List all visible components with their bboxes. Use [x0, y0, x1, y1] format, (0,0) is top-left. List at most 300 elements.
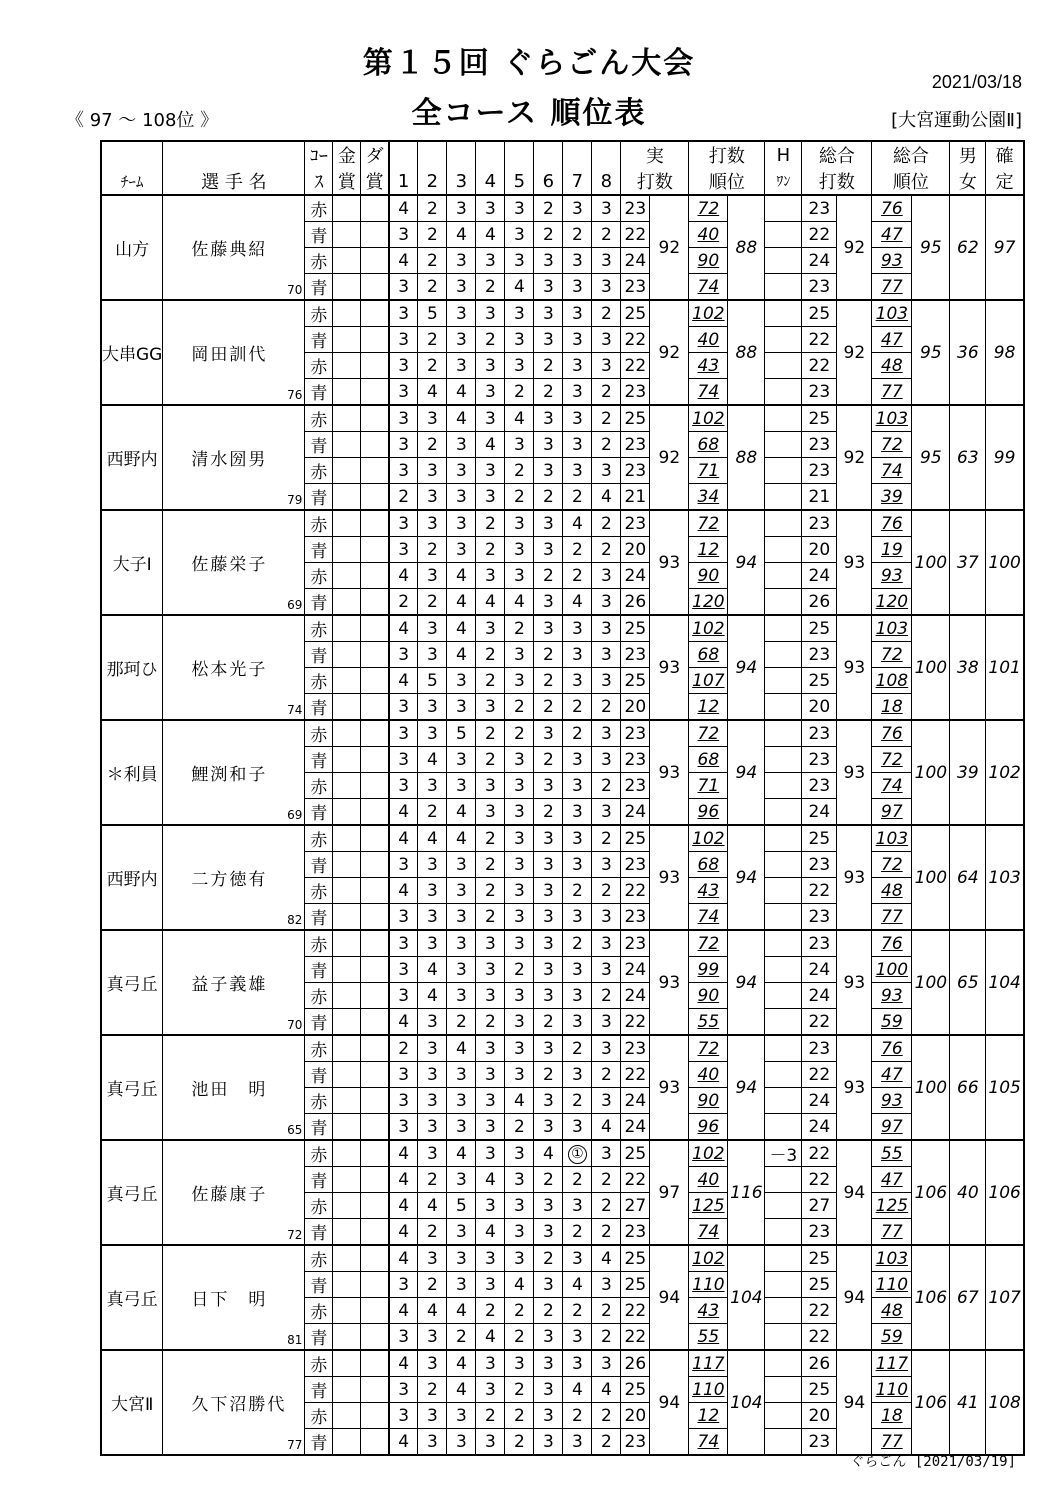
- header-trank-bot: 順位: [872, 168, 950, 195]
- cumulative-cell: 72: [689, 720, 728, 747]
- hole-score-cell: 3: [505, 300, 534, 327]
- hole-score-cell: 3: [447, 274, 476, 301]
- table-row: [101, 720, 1024, 747]
- header-h-top: H: [765, 141, 802, 168]
- hole-score-cell: 3: [563, 274, 592, 301]
- hole-score-cell: 3: [534, 773, 563, 799]
- hole-score-cell: 2: [563, 1035, 592, 1062]
- total-cumulative-cell: 97: [872, 1114, 912, 1141]
- hole-score-cell: 3: [505, 1350, 534, 1377]
- cumulative-cell: 68: [689, 432, 728, 458]
- hole-score-cell: 3: [534, 1403, 563, 1429]
- hole-score-cell: 3: [592, 1350, 621, 1377]
- hole-score-cell: 3: [563, 1245, 592, 1272]
- gender-rank: 64: [950, 825, 986, 930]
- total-cumulative-cell: 47: [872, 1167, 912, 1193]
- hole-score-cell: 4: [418, 747, 447, 773]
- total-cumulative-cell: 72: [872, 747, 912, 773]
- round-sum-cell: 24: [621, 563, 650, 589]
- hole-score-cell: 3: [505, 563, 534, 589]
- hole-score-cell: 5: [447, 720, 476, 747]
- hole-score-cell: 3: [389, 852, 418, 878]
- cumulative-cell: 72: [689, 510, 728, 537]
- hole-score-cell: 3: [534, 248, 563, 274]
- hole-score-cell: 4: [447, 563, 476, 589]
- total-sum-cell: 25: [802, 615, 837, 642]
- hole-score-cell: 3: [447, 1429, 476, 1456]
- hole-score-cell: 3: [505, 852, 534, 878]
- gold-prize-cell: [333, 1298, 361, 1324]
- page-subtitle: 全コース 順位表: [411, 96, 647, 131]
- total-cumulative-cell: 93: [872, 983, 912, 1009]
- total-strokes: 93: [837, 930, 872, 1035]
- table-row: [101, 1245, 1024, 1272]
- total-sum-cell: 24: [802, 248, 837, 274]
- hole-score-cell: 3: [447, 747, 476, 773]
- hole-in-one-cell: [765, 484, 802, 511]
- hole-score-cell: 5: [418, 668, 447, 694]
- gender-rank: 67: [950, 1245, 986, 1350]
- hole-score-cell: 2: [418, 799, 447, 826]
- da-prize-cell: [361, 537, 389, 563]
- cumulative-cell: 102: [689, 405, 728, 432]
- total-cumulative-cell: 117: [872, 1350, 912, 1377]
- hole-in-one-cell: [765, 1350, 802, 1377]
- actual-strokes: 93: [650, 510, 689, 615]
- gold-prize-cell: [333, 353, 361, 379]
- final-rank: 105: [986, 1035, 1024, 1140]
- cumulative-cell: 68: [689, 852, 728, 878]
- total-sum-cell: 25: [802, 405, 837, 432]
- gold-prize-cell: [333, 668, 361, 694]
- hole-score-cell: 3: [476, 1035, 505, 1062]
- gold-prize-cell: [333, 379, 361, 406]
- total-cumulative-cell: 110: [872, 1272, 912, 1298]
- da-prize-cell: [361, 458, 389, 484]
- header-strokes-top: 打数: [689, 141, 765, 168]
- hole-score-cell: 3: [447, 904, 476, 931]
- player-age: 70: [287, 1018, 303, 1032]
- da-prize-cell: [361, 1377, 389, 1403]
- header-hole: [563, 141, 592, 168]
- hole-score-cell: 3: [389, 642, 418, 668]
- hole-score-cell: 3: [389, 983, 418, 1009]
- total-rank: 95: [912, 300, 950, 405]
- cumulative-cell: 71: [689, 458, 728, 484]
- hole-in-one-cell: [765, 537, 802, 563]
- round-sum-cell: 23: [621, 510, 650, 537]
- hole-score-cell: 3: [592, 904, 621, 931]
- total-sum-cell: 23: [802, 720, 837, 747]
- header-hole-4: 4: [476, 168, 505, 195]
- cumulative-cell: 40: [689, 222, 728, 248]
- round-sum-cell: 24: [621, 957, 650, 983]
- hole-score-cell: 3: [447, 432, 476, 458]
- header-course-bot: ｽ: [305, 168, 333, 195]
- course-cell: 赤: [305, 983, 333, 1009]
- round-sum-cell: 21: [621, 484, 650, 511]
- hole-in-one-cell: [765, 668, 802, 694]
- hole-score-cell: 3: [447, 878, 476, 904]
- gold-prize-cell: [333, 300, 361, 327]
- hole-score-cell: 3: [505, 248, 534, 274]
- hole-score-cell: 3: [592, 458, 621, 484]
- hole-score-cell: 3: [418, 852, 447, 878]
- course-cell: 青: [305, 1219, 333, 1246]
- hole-score-cell: 3: [476, 484, 505, 511]
- stroke-rank: 94: [728, 1035, 765, 1140]
- hole-score-cell: 2: [534, 799, 563, 826]
- total-strokes: 92: [837, 405, 872, 510]
- hole-score-cell: 2: [476, 274, 505, 301]
- hole-score-cell: 2: [418, 274, 447, 301]
- hole-score-cell: 3: [418, 1114, 447, 1141]
- hole-score-cell: 4: [389, 1167, 418, 1193]
- gender-rank: 36: [950, 300, 986, 405]
- hole-score-cell: 3: [563, 904, 592, 931]
- hole-in-one-cell: [765, 195, 802, 222]
- hole-score-cell: 4: [389, 1219, 418, 1246]
- total-sum-cell: 26: [802, 1350, 837, 1377]
- gold-prize-cell: [333, 484, 361, 511]
- total-sum-cell: 26: [802, 589, 837, 616]
- header-actual-bot: 打数: [621, 168, 689, 195]
- hole-in-one-cell: [765, 1167, 802, 1193]
- hole-score-cell: 2: [505, 379, 534, 406]
- cumulative-cell: 117: [689, 1350, 728, 1377]
- total-cumulative-cell: 76: [872, 930, 912, 957]
- cumulative-cell: 74: [689, 274, 728, 301]
- header-final-top: 確: [986, 141, 1024, 168]
- results-body: [101, 195, 1024, 1455]
- total-cumulative-cell: 93: [872, 1088, 912, 1114]
- round-sum-cell: 23: [621, 642, 650, 668]
- hole-score-cell: 3: [505, 1009, 534, 1036]
- hole-score-cell: 3: [534, 274, 563, 301]
- course-cell: 赤: [305, 405, 333, 432]
- hole-score-cell: 2: [476, 537, 505, 563]
- hole-in-one-cell: [765, 825, 802, 852]
- hole-score-cell: 4: [389, 1298, 418, 1324]
- total-cumulative-cell: 125: [872, 1193, 912, 1219]
- total-cumulative-cell: 120: [872, 589, 912, 616]
- total-sum-cell: 24: [802, 799, 837, 826]
- cumulative-cell: 68: [689, 642, 728, 668]
- total-sum-cell: 22: [802, 353, 837, 379]
- hole-score-cell: 3: [563, 747, 592, 773]
- course-cell: 青: [305, 747, 333, 773]
- hole-score-cell: 3: [447, 1403, 476, 1429]
- actual-strokes: 94: [650, 1350, 689, 1455]
- gold-prize-cell: [333, 222, 361, 248]
- hole-score-cell: 2: [505, 720, 534, 747]
- hole-score-cell: 4: [563, 510, 592, 537]
- round-sum-cell: 23: [621, 747, 650, 773]
- da-prize-cell: [361, 1219, 389, 1246]
- da-prize-cell: [361, 274, 389, 301]
- hole-score-cell: 3: [534, 1035, 563, 1062]
- cumulative-cell: 68: [689, 747, 728, 773]
- player-name: [163, 1140, 305, 1245]
- hole-score-cell: 2: [534, 1245, 563, 1272]
- hole-score-cell: 2: [592, 222, 621, 248]
- player-name-text: 鯉渕和子: [191, 765, 268, 785]
- header-team-top: [101, 141, 163, 168]
- hole-score-cell: 3: [389, 747, 418, 773]
- gender-rank: 37: [950, 510, 986, 615]
- hole-score-cell: 2: [534, 484, 563, 511]
- page-title: 第１５回 ぐらごん大会: [362, 46, 696, 81]
- da-prize-cell: [361, 615, 389, 642]
- hole-score-cell: 3: [505, 1193, 534, 1219]
- cumulative-cell: 102: [689, 1140, 728, 1167]
- gold-prize-cell: [333, 930, 361, 957]
- total-sum-cell: 23: [802, 852, 837, 878]
- gold-prize-cell: [333, 773, 361, 799]
- total-cumulative-cell: 76: [872, 195, 912, 222]
- hole-score-cell: 4: [476, 222, 505, 248]
- total-sum-cell: 22: [802, 1324, 837, 1351]
- da-prize-cell: [361, 1009, 389, 1036]
- hole-score-cell: 3: [505, 747, 534, 773]
- actual-strokes: 92: [650, 300, 689, 405]
- hole-score-cell: 3: [592, 563, 621, 589]
- hole-score-cell: 4: [447, 1035, 476, 1062]
- cumulative-cell: 40: [689, 1062, 728, 1088]
- hole-score-cell: 2: [505, 1377, 534, 1403]
- course-cell: 赤: [305, 1403, 333, 1429]
- hole-score-cell: 3: [389, 694, 418, 721]
- hole-score-cell: 4: [389, 1429, 418, 1456]
- hole-score-cell: 3: [418, 484, 447, 511]
- total-cumulative-cell: 77: [872, 1429, 912, 1456]
- final-rank: 107: [986, 1245, 1024, 1350]
- header-hole-8: 8: [592, 168, 621, 195]
- course-cell: 赤: [305, 353, 333, 379]
- hole-score-cell: 3: [418, 1324, 447, 1351]
- hole-score-cell: 3: [505, 878, 534, 904]
- hole-in-one-cell: [765, 957, 802, 983]
- da-prize-cell: [361, 747, 389, 773]
- hole-score-cell: 2: [592, 432, 621, 458]
- hole-in-one-cell: [765, 274, 802, 301]
- da-prize-cell: [361, 642, 389, 668]
- hole-score-cell: 3: [505, 1140, 534, 1167]
- hole-score-cell: 2: [447, 1009, 476, 1036]
- da-prize-cell: [361, 379, 389, 406]
- table-row: [101, 405, 1024, 432]
- hole-score-cell: 3: [418, 1009, 447, 1036]
- cumulative-cell: 71: [689, 773, 728, 799]
- player-age: 70: [287, 283, 303, 297]
- round-sum-cell: 20: [621, 1403, 650, 1429]
- cumulative-cell: 43: [689, 878, 728, 904]
- header-hole: [505, 141, 534, 168]
- header-total-bot: 打数: [802, 168, 872, 195]
- player-name-text: 清水圀男: [191, 450, 268, 470]
- header-hole-2: 2: [418, 168, 447, 195]
- total-strokes: 93: [837, 825, 872, 930]
- hole-score-cell: 2: [418, 1167, 447, 1193]
- gender-rank: 39: [950, 720, 986, 825]
- round-sum-cell: 25: [621, 1272, 650, 1298]
- hole-score-cell: 3: [476, 983, 505, 1009]
- hole-score-cell: 3: [418, 1140, 447, 1167]
- hole-score-cell: 2: [534, 195, 563, 222]
- total-sum-cell: 22: [802, 327, 837, 353]
- header-hole: [534, 141, 563, 168]
- actual-strokes: 97: [650, 1140, 689, 1245]
- round-sum-cell: 23: [621, 904, 650, 931]
- hole-score-cell: 2: [476, 642, 505, 668]
- da-prize-cell: [361, 405, 389, 432]
- total-cumulative-cell: 72: [872, 852, 912, 878]
- header-gender-bot: 女: [950, 168, 986, 195]
- hole-score-cell: 4: [447, 1350, 476, 1377]
- hole-score-cell: 2: [418, 432, 447, 458]
- total-cumulative-cell: 74: [872, 773, 912, 799]
- hole-score-cell: 3: [389, 379, 418, 406]
- hole-score-cell: 2: [563, 720, 592, 747]
- hole-score-cell: 4: [563, 589, 592, 616]
- total-cumulative-cell: 76: [872, 510, 912, 537]
- gold-prize-cell: [333, 1140, 361, 1167]
- hole-in-one-cell: [765, 379, 802, 406]
- hole-in-one-cell: [765, 248, 802, 274]
- round-sum-cell: 22: [621, 1062, 650, 1088]
- cumulative-cell: 74: [689, 379, 728, 406]
- hole-score-cell: 2: [476, 852, 505, 878]
- hole-score-cell: 2: [418, 353, 447, 379]
- hole-score-cell: 3: [592, 248, 621, 274]
- hole-score-cell: 2: [592, 1429, 621, 1456]
- course-cell: 赤: [305, 510, 333, 537]
- hole-score-cell: 5: [447, 1193, 476, 1219]
- total-strokes: 92: [837, 195, 872, 300]
- hole-score-cell: 4: [447, 1377, 476, 1403]
- hole-score-cell: 3: [592, 720, 621, 747]
- hole-score-cell: 3: [505, 642, 534, 668]
- hole-score-cell: 3: [592, 327, 621, 353]
- da-prize-cell: [361, 1272, 389, 1298]
- team-name: 真弓丘: [101, 930, 163, 1035]
- footer-note: ぐらごん [2021/03/19]: [850, 1454, 1016, 1470]
- hole-in-one-cell: [765, 1403, 802, 1429]
- total-cumulative-cell: 103: [872, 1245, 912, 1272]
- hole-score-cell: 2: [534, 1167, 563, 1193]
- total-sum-cell: 25: [802, 1245, 837, 1272]
- course-cell: 青: [305, 1167, 333, 1193]
- player-age: 72: [287, 1228, 303, 1242]
- player-name: [163, 1035, 305, 1140]
- round-sum-cell: 23: [621, 379, 650, 406]
- total-sum-cell: 25: [802, 1272, 837, 1298]
- hole-in-one-cell: [765, 878, 802, 904]
- hole-score-cell: 3: [505, 1167, 534, 1193]
- hole-in-one-cell: [765, 589, 802, 616]
- total-sum-cell: 23: [802, 930, 837, 957]
- hole-score-cell: 3: [534, 1219, 563, 1246]
- gold-prize-cell: [333, 1429, 361, 1456]
- total-sum-cell: 20: [802, 537, 837, 563]
- hole-score-cell: [563, 1140, 592, 1167]
- hole-score-cell: 3: [592, 668, 621, 694]
- hole-score-cell: 2: [505, 484, 534, 511]
- player-name-text: 二方徳有: [191, 870, 268, 890]
- final-rank: 100: [986, 510, 1024, 615]
- hole-score-cell: 3: [505, 773, 534, 799]
- total-strokes: 93: [837, 1035, 872, 1140]
- player-name-text: 日下 明: [191, 1290, 268, 1310]
- hole-score-cell: 3: [447, 1219, 476, 1246]
- course-cell: 赤: [305, 930, 333, 957]
- hole-score-cell: 3: [534, 405, 563, 432]
- team-name: 真弓丘: [101, 1245, 163, 1350]
- hole-score-cell: 3: [447, 1245, 476, 1272]
- hole-score-cell: 3: [447, 1114, 476, 1141]
- total-cumulative-cell: 103: [872, 405, 912, 432]
- hole-score-cell: 2: [476, 825, 505, 852]
- hole-score-cell: 3: [534, 825, 563, 852]
- hole-score-cell: 3: [534, 1088, 563, 1114]
- hole-score-cell: 3: [505, 353, 534, 379]
- total-sum-cell: 22: [802, 1298, 837, 1324]
- total-sum-cell: 22: [802, 1140, 837, 1167]
- hole-score-cell: 3: [418, 1403, 447, 1429]
- total-sum-cell: 25: [802, 668, 837, 694]
- hole-in-one-cell: [765, 353, 802, 379]
- course-cell: 青: [305, 484, 333, 511]
- cumulative-cell: 12: [689, 537, 728, 563]
- course-cell: 青: [305, 852, 333, 878]
- hole-score-cell: 2: [389, 1035, 418, 1062]
- round-sum-cell: 23: [621, 930, 650, 957]
- hole-score-cell: 2: [534, 353, 563, 379]
- total-rank: 100: [912, 930, 950, 1035]
- hole-in-one-cell: [765, 930, 802, 957]
- hole-score-cell: 3: [476, 458, 505, 484]
- total-cumulative-cell: 59: [872, 1009, 912, 1036]
- round-sum-cell: 25: [621, 300, 650, 327]
- hole-score-cell: 4: [592, 484, 621, 511]
- table-row: [101, 930, 1024, 957]
- da-prize-cell: [361, 510, 389, 537]
- hole-score-cell: 4: [592, 1377, 621, 1403]
- cumulative-cell: 90: [689, 248, 728, 274]
- da-prize-cell: [361, 852, 389, 878]
- total-cumulative-cell: 18: [872, 694, 912, 721]
- gold-prize-cell: [333, 589, 361, 616]
- header-hole-1: 1: [389, 168, 418, 195]
- player-name-text: 岡田訓代: [191, 345, 268, 365]
- hole-score-cell: 2: [592, 1193, 621, 1219]
- course-cell: 青: [305, 589, 333, 616]
- hole-score-cell: 3: [476, 1114, 505, 1141]
- header-gender-top: 男: [950, 141, 986, 168]
- total-sum-cell: 24: [802, 563, 837, 589]
- da-prize-cell: [361, 1140, 389, 1167]
- team-name: 大宮Ⅱ: [101, 1350, 163, 1455]
- team-name: 山方: [101, 195, 163, 300]
- hole-score-cell: 3: [389, 957, 418, 983]
- hole-score-cell: 3: [476, 1377, 505, 1403]
- hole-score-cell: 3: [418, 1350, 447, 1377]
- hole-score-cell: 3: [534, 957, 563, 983]
- hole-score-cell: 3: [447, 327, 476, 353]
- table-row: [101, 1350, 1024, 1377]
- hole-score-cell: 3: [447, 510, 476, 537]
- round-sum-cell: 24: [621, 799, 650, 826]
